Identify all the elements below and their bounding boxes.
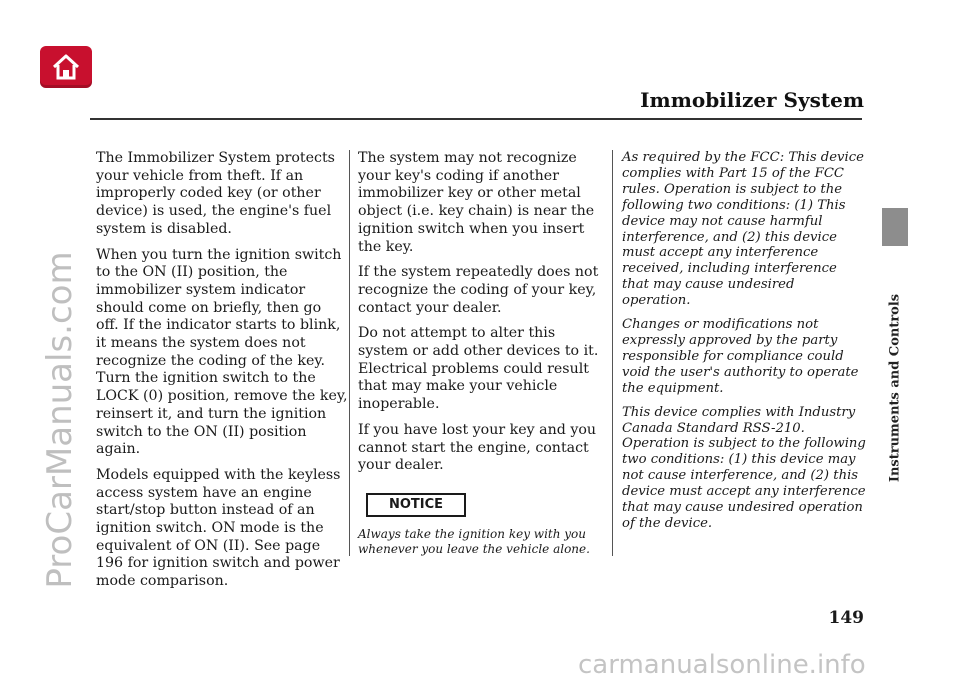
paragraph: Do not attempt to alter this system or add other devices to it. Electrical problems could result that may make your vehicle inoperable. [358, 325, 599, 413]
title-divider [90, 118, 862, 120]
watermark-left: ProCarManuals.com [40, 251, 80, 589]
paragraph: The Immobilizer System protects your vehicle from theft. If an improperly coded key (or other device) is used, the engine's fuel system is disabled. [96, 150, 335, 237]
home-button[interactable] [40, 46, 92, 88]
column-divider [612, 150, 613, 556]
column-1 [96, 150, 348, 599]
paragraph: When you turn the ignition switch to the ON (II) position, the immobilizer system indicator should come on briefly, then go off. If the indicator starts to blink, it means the system does not recognize the coding of the key. Turn the ignition switch to the LOCK (0) position, remove the key, reinsert it, and turn the ignition switch to the ON (II) position again. [96, 246, 348, 458]
chapter-label: Instruments and Controls [887, 293, 903, 483]
paragraph: Changes or modifications not expressly approved by the party responsible for compliance could void the user's authority to operate the equipment. [622, 317, 859, 396]
paragraph: As required by the FCC: This device complies with Part 15 of the FCC rules. Operation is subject to the following two conditions: (1) This device may not cause harmful interference, and (2) this device must accept any interference received, including interference that may cause undesired operation. [622, 150, 864, 309]
page-number: 149 [828, 608, 864, 628]
column-3 [622, 150, 866, 540]
paragraph: If you have lost your key and you cannot start the engine, contact your dealer. [358, 421, 597, 474]
paragraph: Models equipped with the keyless access system have an engine start/stop button instead of an ignition switch. ON mode is the equivalent of ON (II). See page 196 for ignition switch and power mode comparison. [96, 466, 341, 590]
notice-text: Always take the ignition key with you whenever you leave the vehicle alone. [358, 526, 590, 557]
watermark-bottom: carmanualsonline.info [578, 650, 866, 680]
notice-badge: NOTICE [366, 493, 466, 517]
column-2 [358, 150, 606, 566]
paragraph: The system may not recognize your key's coding if another immobilizer key or other metal object (i.e. key chain) is near the ignition switch when you insert the key. [358, 150, 595, 255]
paragraph: This device complies with Industry Canada Standard RSS-210. Operation is subject to the following two conditions: (1) this device may not cause interference, and (2) this device must accept any interference that may cause undesired operation of the device. [622, 404, 866, 531]
section-title: Immobilizer System [640, 88, 864, 112]
home-icon [50, 52, 82, 82]
chapter-tab[interactable] [882, 208, 908, 246]
paragraph: If the system repeatedly does not recognize the coding of your key, contact your dealer. [358, 264, 599, 316]
column-divider [349, 150, 350, 556]
